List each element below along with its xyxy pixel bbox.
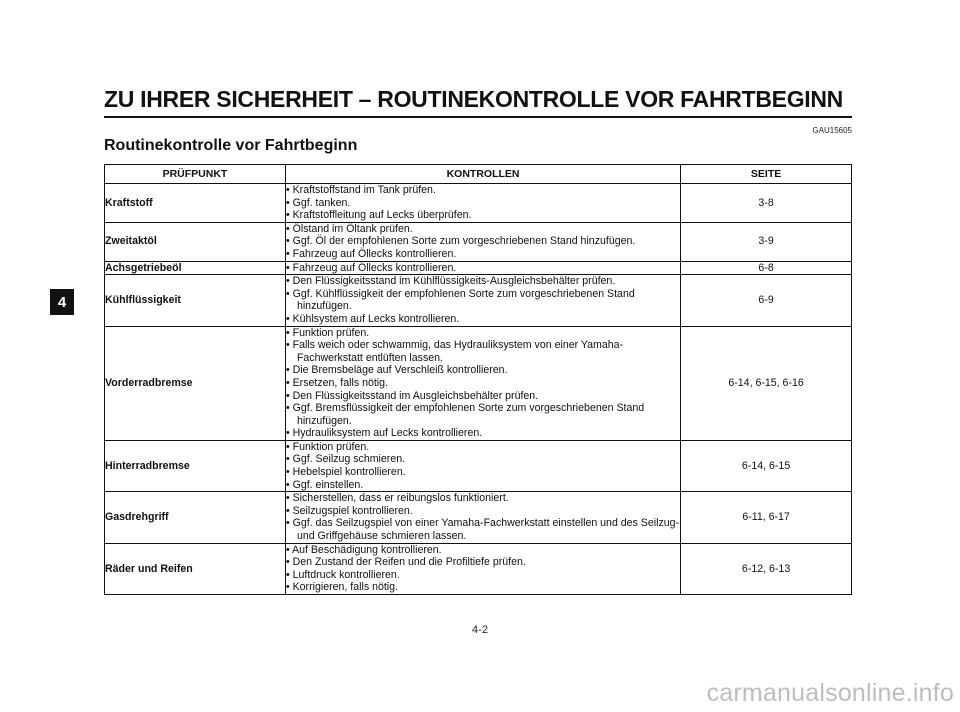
inspection-table [104,164,852,595]
table-row [105,440,852,491]
table-row [105,222,852,261]
check-bullet: • Seilzugspiel kontrollieren. [286,505,680,518]
check-bullet: • Auf Beschädigung kontrollieren. [286,544,680,557]
check-item: Vorderradbremse [105,326,286,440]
page-reference: 6-14, 6-15, 6-16 [681,326,852,440]
check-bullet: • Hydrauliksystem auf Lecks kontrollieren. [286,427,680,440]
column-header-checks: KONTROLLEN [285,165,680,184]
check-item: Gasdrehgriff [105,492,286,543]
chapter-tab: 4 [50,289,74,315]
section-title: Routinekontrolle vor Fahrtbeginn [104,137,358,154]
check-bullet: • Den Zustand der Reifen und die Profiltiefe prüfen. [286,556,680,569]
check-bullet: • Sicherstellen, dass er reibungslos funktioniert. [286,492,680,505]
check-list [285,275,680,326]
check-list [285,543,680,594]
check-bullet: • Ersetzen, falls nötig. [286,377,680,390]
check-bullet: • Funktion prüfen. [286,441,680,454]
check-bullet: • Ggf. Seilzug schmieren. [286,453,680,466]
page-reference: 6-12, 6-13 [681,543,852,594]
check-bullet: • Luftdruck kontrollieren. [286,569,680,582]
check-list [285,261,680,275]
check-bullet: • Falls weich oder schwammig, das Hydrauliksystem von einer Yamaha-Fachwerkstatt entlüften lassen. [286,339,680,364]
check-bullet: • Ölstand im Öltank prüfen. [286,223,680,236]
check-bullet: • Den Flüssigkeitsstand im Ausgleichsbehälter prüfen. [286,390,680,403]
page-reference: 6-14, 6-15 [681,440,852,491]
check-bullet: • Ggf. Bremsflüssigkeit der empfohlenen Sorte zum vorgeschriebenen Stand hinzufügen. [286,402,680,427]
table-row [105,261,852,275]
column-header-page: SEITE [681,165,852,184]
check-item: Kühlflüssigkeit [105,275,286,326]
check-list [285,326,680,440]
check-bullet: • Die Bremsbeläge auf Verschleiß kontrollieren. [286,364,680,377]
table-header-row [105,165,852,184]
table-row [105,543,852,594]
page-reference: 6-11, 6-17 [681,492,852,543]
table-row [105,326,852,440]
header-rule [104,116,852,118]
check-bullet: • Ggf. Öl der empfohlenen Sorte zum vorgeschriebenen Stand hinzufügen. [286,235,680,248]
check-list [285,184,680,223]
page-reference: 6-9 [681,275,852,326]
check-item: Kraftstoff [105,184,286,223]
page-reference: 6-8 [681,261,852,275]
watermark: carmanualsonline.info [706,679,954,707]
page-reference: 3-9 [681,222,852,261]
check-bullet: • Ggf. das Seilzugspiel von einer Yamaha-Fachwerkstatt einstellen und des Seilzug- und Griffgehäuse schmieren lassen. [286,517,680,542]
page-header-title: ZU IHRER SICHERHEIT – ROUTINEKONTROLLE VOR FAHRTBEGINN [104,86,843,112]
doc-code: GAU15605 [812,126,852,135]
check-item: Hinterradbremse [105,440,286,491]
check-bullet: • Ggf. einstellen. [286,479,680,492]
check-list [285,222,680,261]
table-row [105,184,852,223]
check-item: Achsgetriebeöl [105,261,286,275]
check-bullet: • Funktion prüfen. [286,327,680,340]
check-list [285,440,680,491]
check-item: Zweitaktöl [105,222,286,261]
page-number: 4-2 [472,624,488,636]
check-bullet: • Ggf. Kühlflüssigkeit der empfohlenen Sorte zum vorgeschriebenen Stand hinzufügen. [286,288,680,313]
column-header-item: PRÜFPUNKT [105,165,286,184]
check-bullet: • Fahrzeug auf Öllecks kontrollieren. [286,262,680,275]
check-bullet: • Ggf. tanken. [286,197,680,210]
check-bullet: • Korrigieren, falls nötig. [286,581,680,594]
check-bullet: • Kraftstoffleitung auf Lecks überprüfen. [286,209,680,222]
check-bullet: • Hebelspiel kontrollieren. [286,466,680,479]
table-row [105,492,852,543]
check-bullet: • Den Flüssigkeitsstand im Kühlflüssigkeits-Ausgleichsbehälter prüfen. [286,275,680,288]
check-bullet: • Kühlsystem auf Lecks kontrollieren. [286,313,680,326]
check-list [285,492,680,543]
check-bullet: • Kraftstoffstand im Tank prüfen. [286,184,680,197]
page-reference: 3-8 [681,184,852,223]
check-bullet: • Fahrzeug auf Öllecks kontrollieren. [286,248,680,261]
table-row [105,275,852,326]
check-item: Räder und Reifen [105,543,286,594]
table-body [105,184,852,595]
